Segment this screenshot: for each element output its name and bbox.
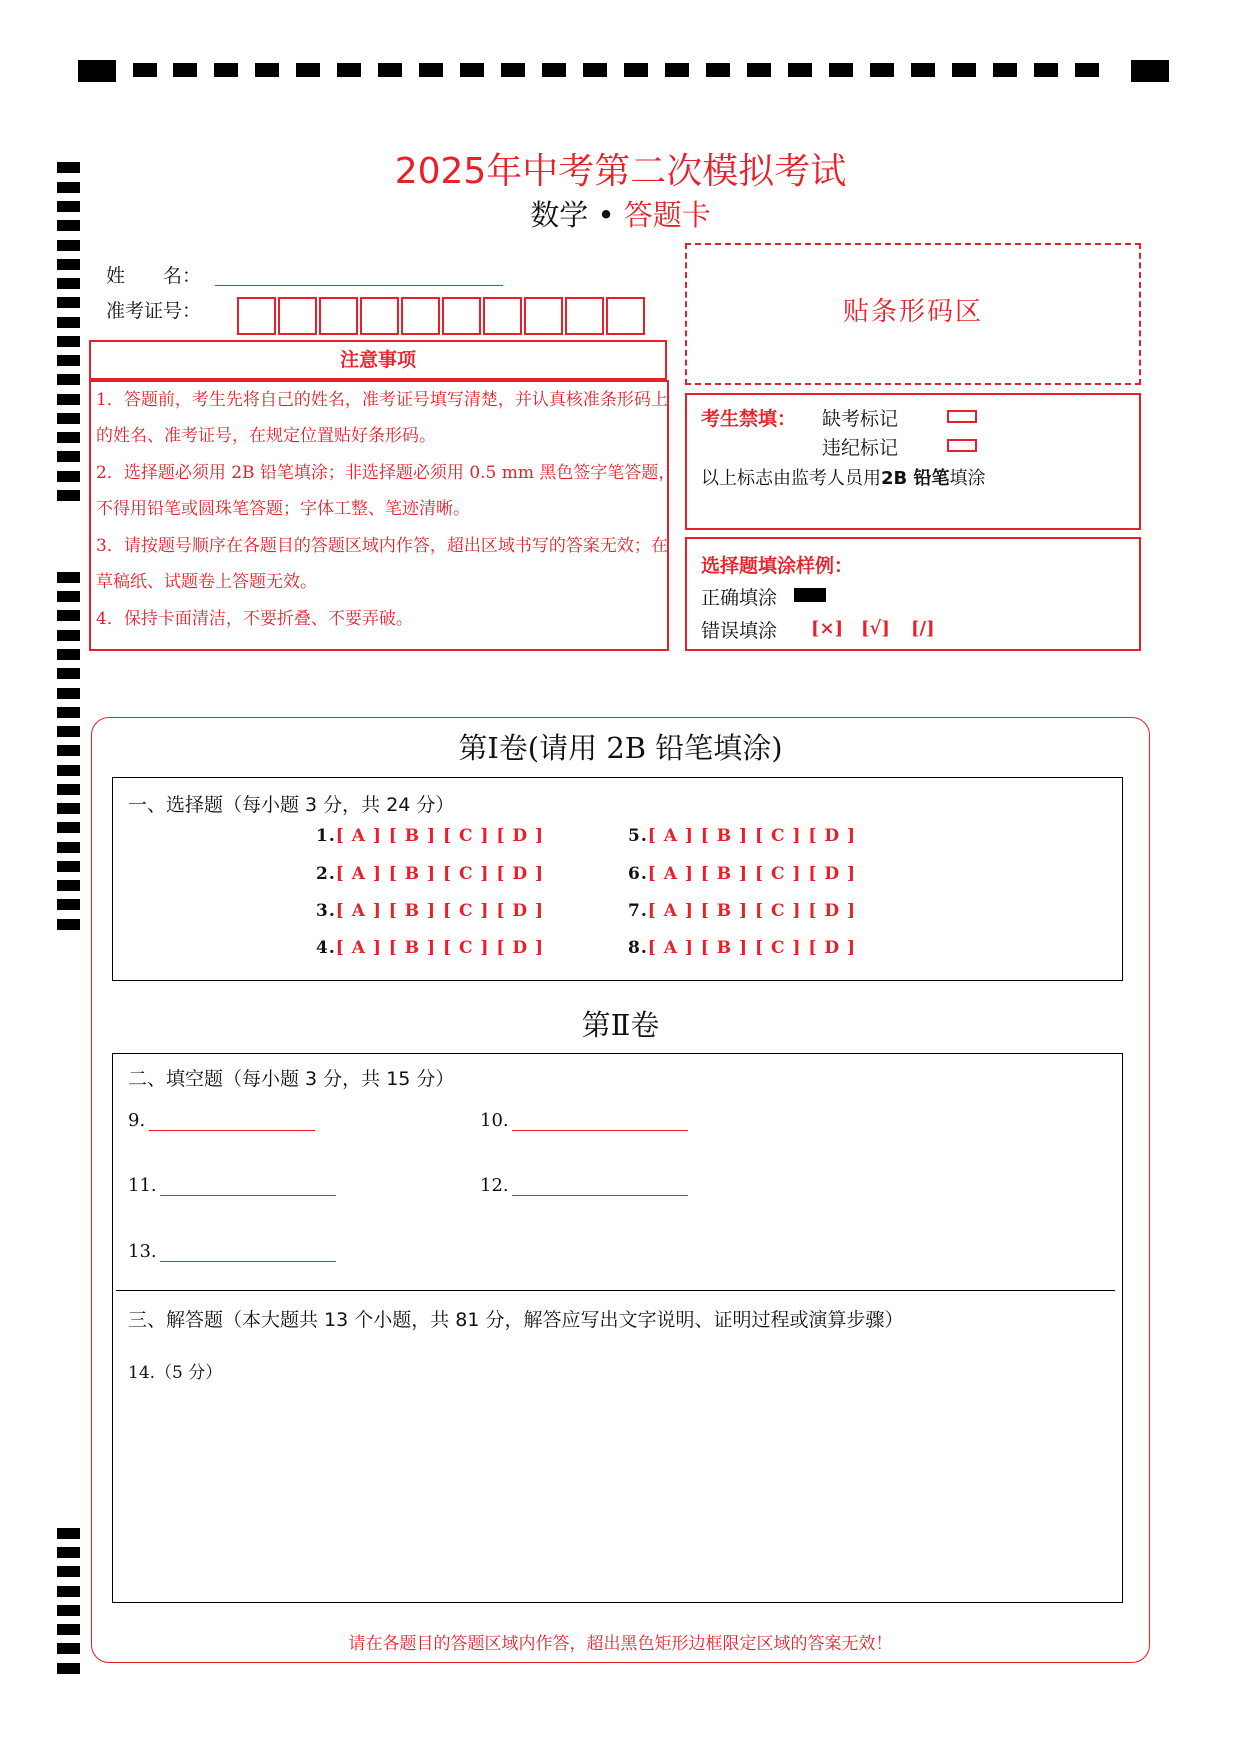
fill-answer-10[interactable]	[512, 1130, 688, 1131]
fill-section-title: 二、填空题（每小题 3 分，共 15 分）	[128, 1068, 455, 1090]
question-number: 5.	[628, 826, 648, 846]
choice-question-2	[316, 864, 544, 884]
question-number: 6.	[628, 864, 648, 884]
wrong-mark-x: [×]	[811, 618, 844, 639]
barcode-area	[685, 243, 1141, 385]
choice-question-8	[628, 938, 856, 958]
notice-title: 注意事项	[339, 349, 416, 371]
absent-mark-box[interactable]	[947, 410, 977, 423]
candidate-note-suffix: 填涂	[949, 468, 986, 489]
option-bubbles[interactable]: [ A ] [ B ] [ C ] [ D ]	[335, 901, 545, 921]
card-label: 答题卡	[623, 198, 711, 232]
correct-fill-sample	[794, 588, 826, 602]
question-number: 4.	[316, 938, 336, 958]
option-bubbles[interactable]: [ A ] [ B ] [ C ] [ D ]	[335, 938, 545, 958]
candidate-block-label: 考生禁填：	[701, 408, 797, 430]
notice-item-4: 4．保持卡面清洁，不要折叠、不要弄破。	[96, 609, 413, 629]
name-field[interactable]	[215, 265, 503, 286]
id-digit-box[interactable]	[237, 297, 276, 335]
id-digit-box[interactable]	[278, 297, 317, 335]
fill-question-13: 13.	[128, 1241, 157, 1262]
violation-mark-box[interactable]	[947, 439, 977, 452]
wrong-mark-check: [√]	[861, 618, 890, 639]
subject-name: 数学	[530, 198, 589, 232]
notice-header	[89, 340, 667, 380]
question-number: 1.	[316, 826, 336, 846]
candidate-note-bold: 2B 铅笔	[881, 468, 950, 489]
id-digit-box[interactable]	[483, 297, 522, 335]
choice-section-title: 一、选择题（每小题 3 分，共 24 分）	[128, 794, 455, 816]
fill-answer-9[interactable]	[149, 1130, 315, 1131]
violation-mark-label: 违纪标记	[822, 437, 899, 459]
card-subtitle	[0, 193, 1241, 234]
fill-answer-12[interactable]	[512, 1195, 688, 1196]
candidate-note	[701, 464, 986, 490]
option-bubbles[interactable]: [ A ] [ B ] [ C ] [ D ]	[647, 864, 857, 884]
part1-title: 第Ⅰ卷(请用 2B 铅笔填涂)	[458, 731, 783, 765]
notice-item-3: 3．请按题号顺序在各题目的答题区域内作答，超出区域书写的答案无效；在草稿纸、试题卷上答题无效。	[96, 536, 668, 592]
choice-question-3	[316, 901, 544, 921]
fill-question-12: 12.	[480, 1175, 509, 1196]
option-bubbles[interactable]: [ A ] [ B ] [ C ] [ D ]	[335, 826, 545, 846]
wrong-mark-slash: [/]	[911, 618, 935, 639]
id-digit-box[interactable]	[565, 297, 604, 335]
fill-question-10: 10.	[480, 1110, 509, 1131]
question-14-label: 14.（5 分）	[128, 1363, 223, 1383]
question-number: 3.	[316, 901, 336, 921]
question-number: 7.	[628, 901, 648, 921]
choice-question-5	[628, 826, 856, 846]
name-label: 姓 名：	[106, 265, 202, 287]
option-bubbles[interactable]: [ A ] [ B ] [ C ] [ D ]	[335, 864, 545, 884]
option-bubbles[interactable]: [ A ] [ B ] [ C ] [ D ]	[647, 938, 857, 958]
id-digit-box[interactable]	[319, 297, 358, 335]
id-digit-box[interactable]	[606, 297, 645, 335]
id-label: 准考证号：	[106, 300, 202, 322]
id-digit-box[interactable]	[360, 297, 399, 335]
notice-item-2: 2．选择题必须用 2B 铅笔填涂；非选择题必须用 0.5 mm 黑色签字笔答题，不得用铅笔或圆珠笔答题；字体工整、笔迹清晰。	[96, 463, 676, 519]
answer-section-title: 三、解答题（本大题共 13 个小题，共 81 分，解答应写出文字说明、证明过程或演算步骤）	[128, 1309, 904, 1331]
candidate-note-prefix: 以上标志由监考人员用	[701, 468, 881, 489]
choice-question-1	[316, 826, 544, 846]
footer-note: 请在各题目的答题区域内作答，超出黑色矩形边框限定区域的答案无效！	[348, 1634, 893, 1654]
wrong-fill-label: 错误填涂	[701, 620, 778, 642]
option-bubbles[interactable]: [ A ] [ B ] [ C ] [ D ]	[647, 826, 857, 846]
fill-question-11: 11.	[128, 1175, 157, 1196]
choice-question-7	[628, 901, 856, 921]
fill-answer-11[interactable]	[160, 1195, 336, 1196]
fill-example-title: 选择题填涂样例：	[701, 555, 854, 577]
fill-answer-13[interactable]	[160, 1261, 336, 1262]
id-digit-box[interactable]	[442, 297, 481, 335]
exam-title: 2025年中考第二次模拟考试	[394, 151, 847, 192]
notice-item-1: 1．答题前，考生先将自己的姓名，准考证号填写清楚，并认真核准条形码上的姓名、准考证号，在规定位置贴好条形码。	[96, 390, 668, 446]
fill-question-9: 9.	[128, 1110, 146, 1131]
subtitle-separator: •	[597, 198, 615, 232]
id-digit-box[interactable]	[524, 297, 563, 335]
barcode-label: 贴条形码区	[842, 297, 983, 327]
absent-mark-label: 缺考标记	[822, 408, 899, 430]
question-number: 8.	[628, 938, 648, 958]
option-bubbles[interactable]: [ A ] [ B ] [ C ] [ D ]	[647, 901, 857, 921]
id-digit-box[interactable]	[401, 297, 440, 335]
question-number: 2.	[316, 864, 336, 884]
question-14-answer-area[interactable]	[116, 1385, 1115, 1595]
part2-title: 第Ⅱ卷	[581, 1008, 660, 1042]
correct-fill-label: 正确填涂	[701, 587, 778, 609]
section-divider	[116, 1290, 1115, 1291]
choice-question-4	[316, 938, 544, 958]
choice-question-6	[628, 864, 856, 884]
